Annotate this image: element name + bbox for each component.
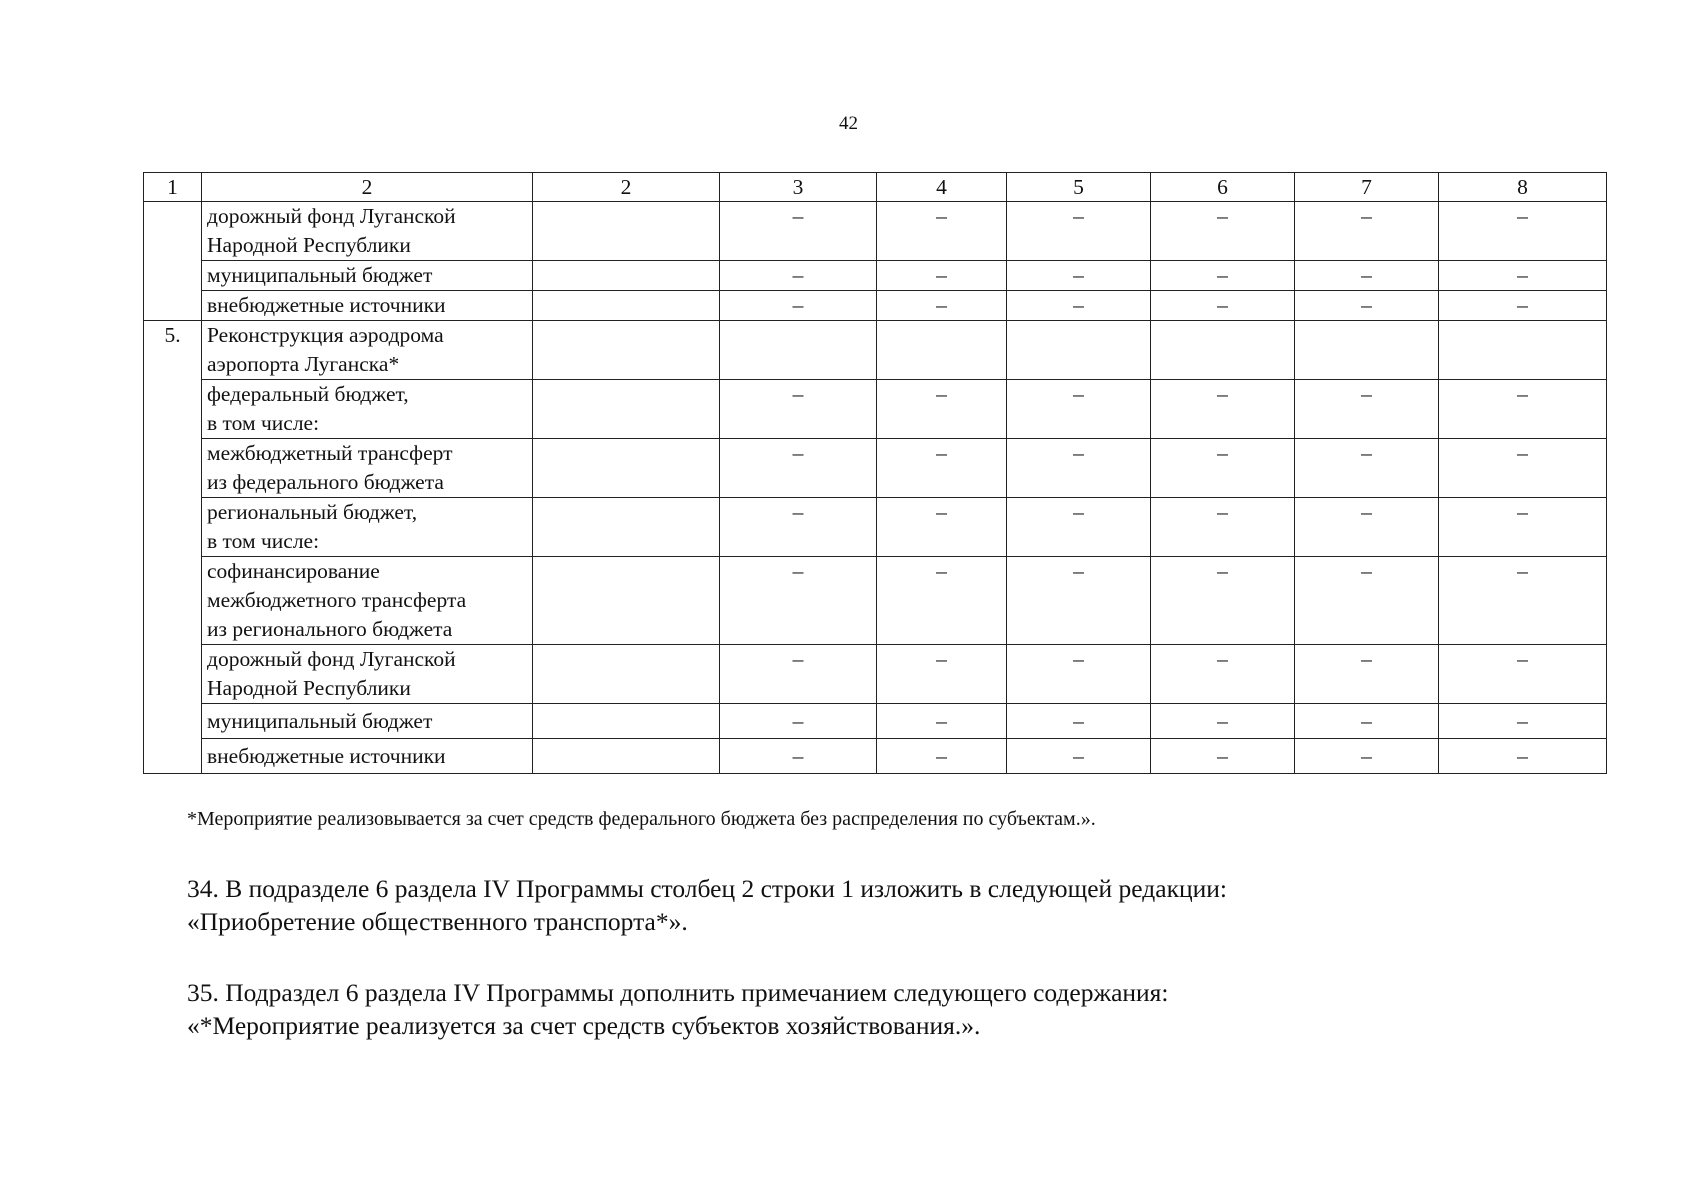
- value-cell: [720, 321, 877, 380]
- row-number-cell: [144, 202, 202, 321]
- table-row: [144, 645, 1607, 704]
- page-number: 42: [839, 113, 858, 134]
- value-cell: –: [1151, 498, 1295, 557]
- empty-cell: [533, 439, 720, 498]
- empty-cell: [533, 321, 720, 380]
- value-cell: –: [720, 380, 877, 439]
- value-cell: –: [1151, 202, 1295, 261]
- value-cell: –: [1151, 704, 1295, 739]
- value-cell: –: [1439, 498, 1607, 557]
- value-cell: [1295, 321, 1439, 380]
- budget-table: [143, 172, 1607, 774]
- table-row: [144, 704, 1607, 739]
- table-row: [144, 498, 1607, 557]
- value-cell: –: [877, 439, 1007, 498]
- value-cell: –: [1295, 261, 1439, 291]
- value-cell: –: [1439, 380, 1607, 439]
- value-cell: –: [1295, 439, 1439, 498]
- value-cell: –: [1151, 261, 1295, 291]
- table-row: [144, 739, 1607, 774]
- value-cell: –: [1295, 202, 1439, 261]
- table-row: [144, 380, 1607, 439]
- value-cell: [1007, 321, 1151, 380]
- value-cell: –: [1439, 439, 1607, 498]
- value-cell: –: [1007, 704, 1151, 739]
- value-cell: –: [1151, 645, 1295, 704]
- value-cell: –: [1007, 291, 1151, 321]
- value-cell: –: [1007, 261, 1151, 291]
- value-cell: –: [1439, 202, 1607, 261]
- row-label-cell: федеральный бюджет, в том числе:: [202, 380, 533, 439]
- value-cell: –: [877, 291, 1007, 321]
- row-label-cell: внебюджетные источники: [202, 291, 533, 321]
- value-cell: –: [1295, 704, 1439, 739]
- value-cell: –: [1439, 645, 1607, 704]
- row-label-cell: Реконструкция аэродрома аэропорта Луганска*: [202, 321, 533, 380]
- table-row: [144, 439, 1607, 498]
- paragraph-line: «Приобретение общественного транспорта*».: [187, 907, 688, 936]
- column-header: 1: [144, 173, 202, 202]
- value-cell: –: [720, 261, 877, 291]
- table-row: [144, 202, 1607, 261]
- value-cell: –: [1439, 261, 1607, 291]
- row-label-cell: региональный бюджет, в том числе:: [202, 498, 533, 557]
- value-cell: –: [1007, 739, 1151, 774]
- value-cell: –: [877, 380, 1007, 439]
- value-cell: –: [1439, 739, 1607, 774]
- value-cell: –: [720, 739, 877, 774]
- table-footnote: *Мероприятие реализовывается за счет средств федерального бюджета без распределения по субъектам.».: [187, 808, 1096, 830]
- row-label-cell: межбюджетный трансферт из федерального бюджета: [202, 439, 533, 498]
- row-label-cell: софинансирование межбюджетного трансферта из регионального бюджета: [202, 557, 533, 645]
- empty-cell: [533, 739, 720, 774]
- row-label-cell: муниципальный бюджет: [202, 261, 533, 291]
- value-cell: –: [720, 704, 877, 739]
- column-header: 8: [1439, 173, 1607, 202]
- row-label-cell: дорожный фонд Луганской Народной Республики: [202, 645, 533, 704]
- value-cell: –: [720, 202, 877, 261]
- value-cell: –: [1007, 202, 1151, 261]
- value-cell: –: [1007, 439, 1151, 498]
- value-cell: –: [720, 498, 877, 557]
- value-cell: –: [1007, 498, 1151, 557]
- table-header-row: [144, 173, 1607, 202]
- value-cell: –: [1295, 498, 1439, 557]
- empty-cell: [533, 557, 720, 645]
- value-cell: –: [720, 439, 877, 498]
- column-header: 2: [202, 173, 533, 202]
- column-header: 3: [720, 173, 877, 202]
- value-cell: [1439, 321, 1607, 380]
- column-header: 7: [1295, 173, 1439, 202]
- paragraph-35: [187, 976, 1169, 1042]
- value-cell: –: [877, 557, 1007, 645]
- value-cell: –: [877, 739, 1007, 774]
- column-header: 2: [533, 173, 720, 202]
- value-cell: –: [1151, 439, 1295, 498]
- paragraph-34: [187, 872, 1227, 938]
- value-cell: –: [877, 704, 1007, 739]
- empty-cell: [533, 291, 720, 321]
- empty-cell: [533, 380, 720, 439]
- table-row: [144, 291, 1607, 321]
- paragraph-line: 34. В подразделе 6 раздела IV Программы столбец 2 строки 1 изложить в следующей редакции:: [187, 874, 1227, 903]
- value-cell: –: [1151, 557, 1295, 645]
- value-cell: –: [877, 202, 1007, 261]
- value-cell: –: [877, 261, 1007, 291]
- value-cell: [1151, 321, 1295, 380]
- value-cell: –: [1439, 557, 1607, 645]
- row-label-cell: внебюджетные источники: [202, 739, 533, 774]
- value-cell: –: [877, 645, 1007, 704]
- value-cell: –: [1151, 380, 1295, 439]
- table-row: [144, 557, 1607, 645]
- value-cell: –: [1007, 645, 1151, 704]
- value-cell: –: [1295, 739, 1439, 774]
- value-cell: [877, 321, 1007, 380]
- value-cell: –: [877, 498, 1007, 557]
- paragraph-line: 35. Подраздел 6 раздела IV Программы дополнить примечанием следующего содержания:: [187, 978, 1169, 1007]
- value-cell: –: [720, 291, 877, 321]
- value-cell: –: [1295, 380, 1439, 439]
- empty-cell: [533, 645, 720, 704]
- value-cell: –: [1151, 739, 1295, 774]
- value-cell: –: [1295, 557, 1439, 645]
- value-cell: –: [1439, 704, 1607, 739]
- column-header: 4: [877, 173, 1007, 202]
- empty-cell: [533, 202, 720, 261]
- paragraph-line: «*Мероприятие реализуется за счет средств субъектов хозяйствования.».: [187, 1011, 981, 1040]
- table-row: [144, 321, 1607, 380]
- table-row: [144, 261, 1607, 291]
- empty-cell: [533, 704, 720, 739]
- value-cell: –: [720, 645, 877, 704]
- row-label-cell: дорожный фонд Луганской Народной Республики: [202, 202, 533, 261]
- empty-cell: [533, 261, 720, 291]
- value-cell: –: [1007, 557, 1151, 645]
- value-cell: –: [1295, 645, 1439, 704]
- row-number-cell: 5.: [144, 321, 202, 774]
- value-cell: –: [1295, 291, 1439, 321]
- value-cell: –: [1439, 291, 1607, 321]
- value-cell: –: [1007, 380, 1151, 439]
- value-cell: –: [1151, 291, 1295, 321]
- row-label-cell: муниципальный бюджет: [202, 704, 533, 739]
- value-cell: –: [720, 557, 877, 645]
- column-header: 6: [1151, 173, 1295, 202]
- empty-cell: [533, 498, 720, 557]
- column-header: 5: [1007, 173, 1151, 202]
